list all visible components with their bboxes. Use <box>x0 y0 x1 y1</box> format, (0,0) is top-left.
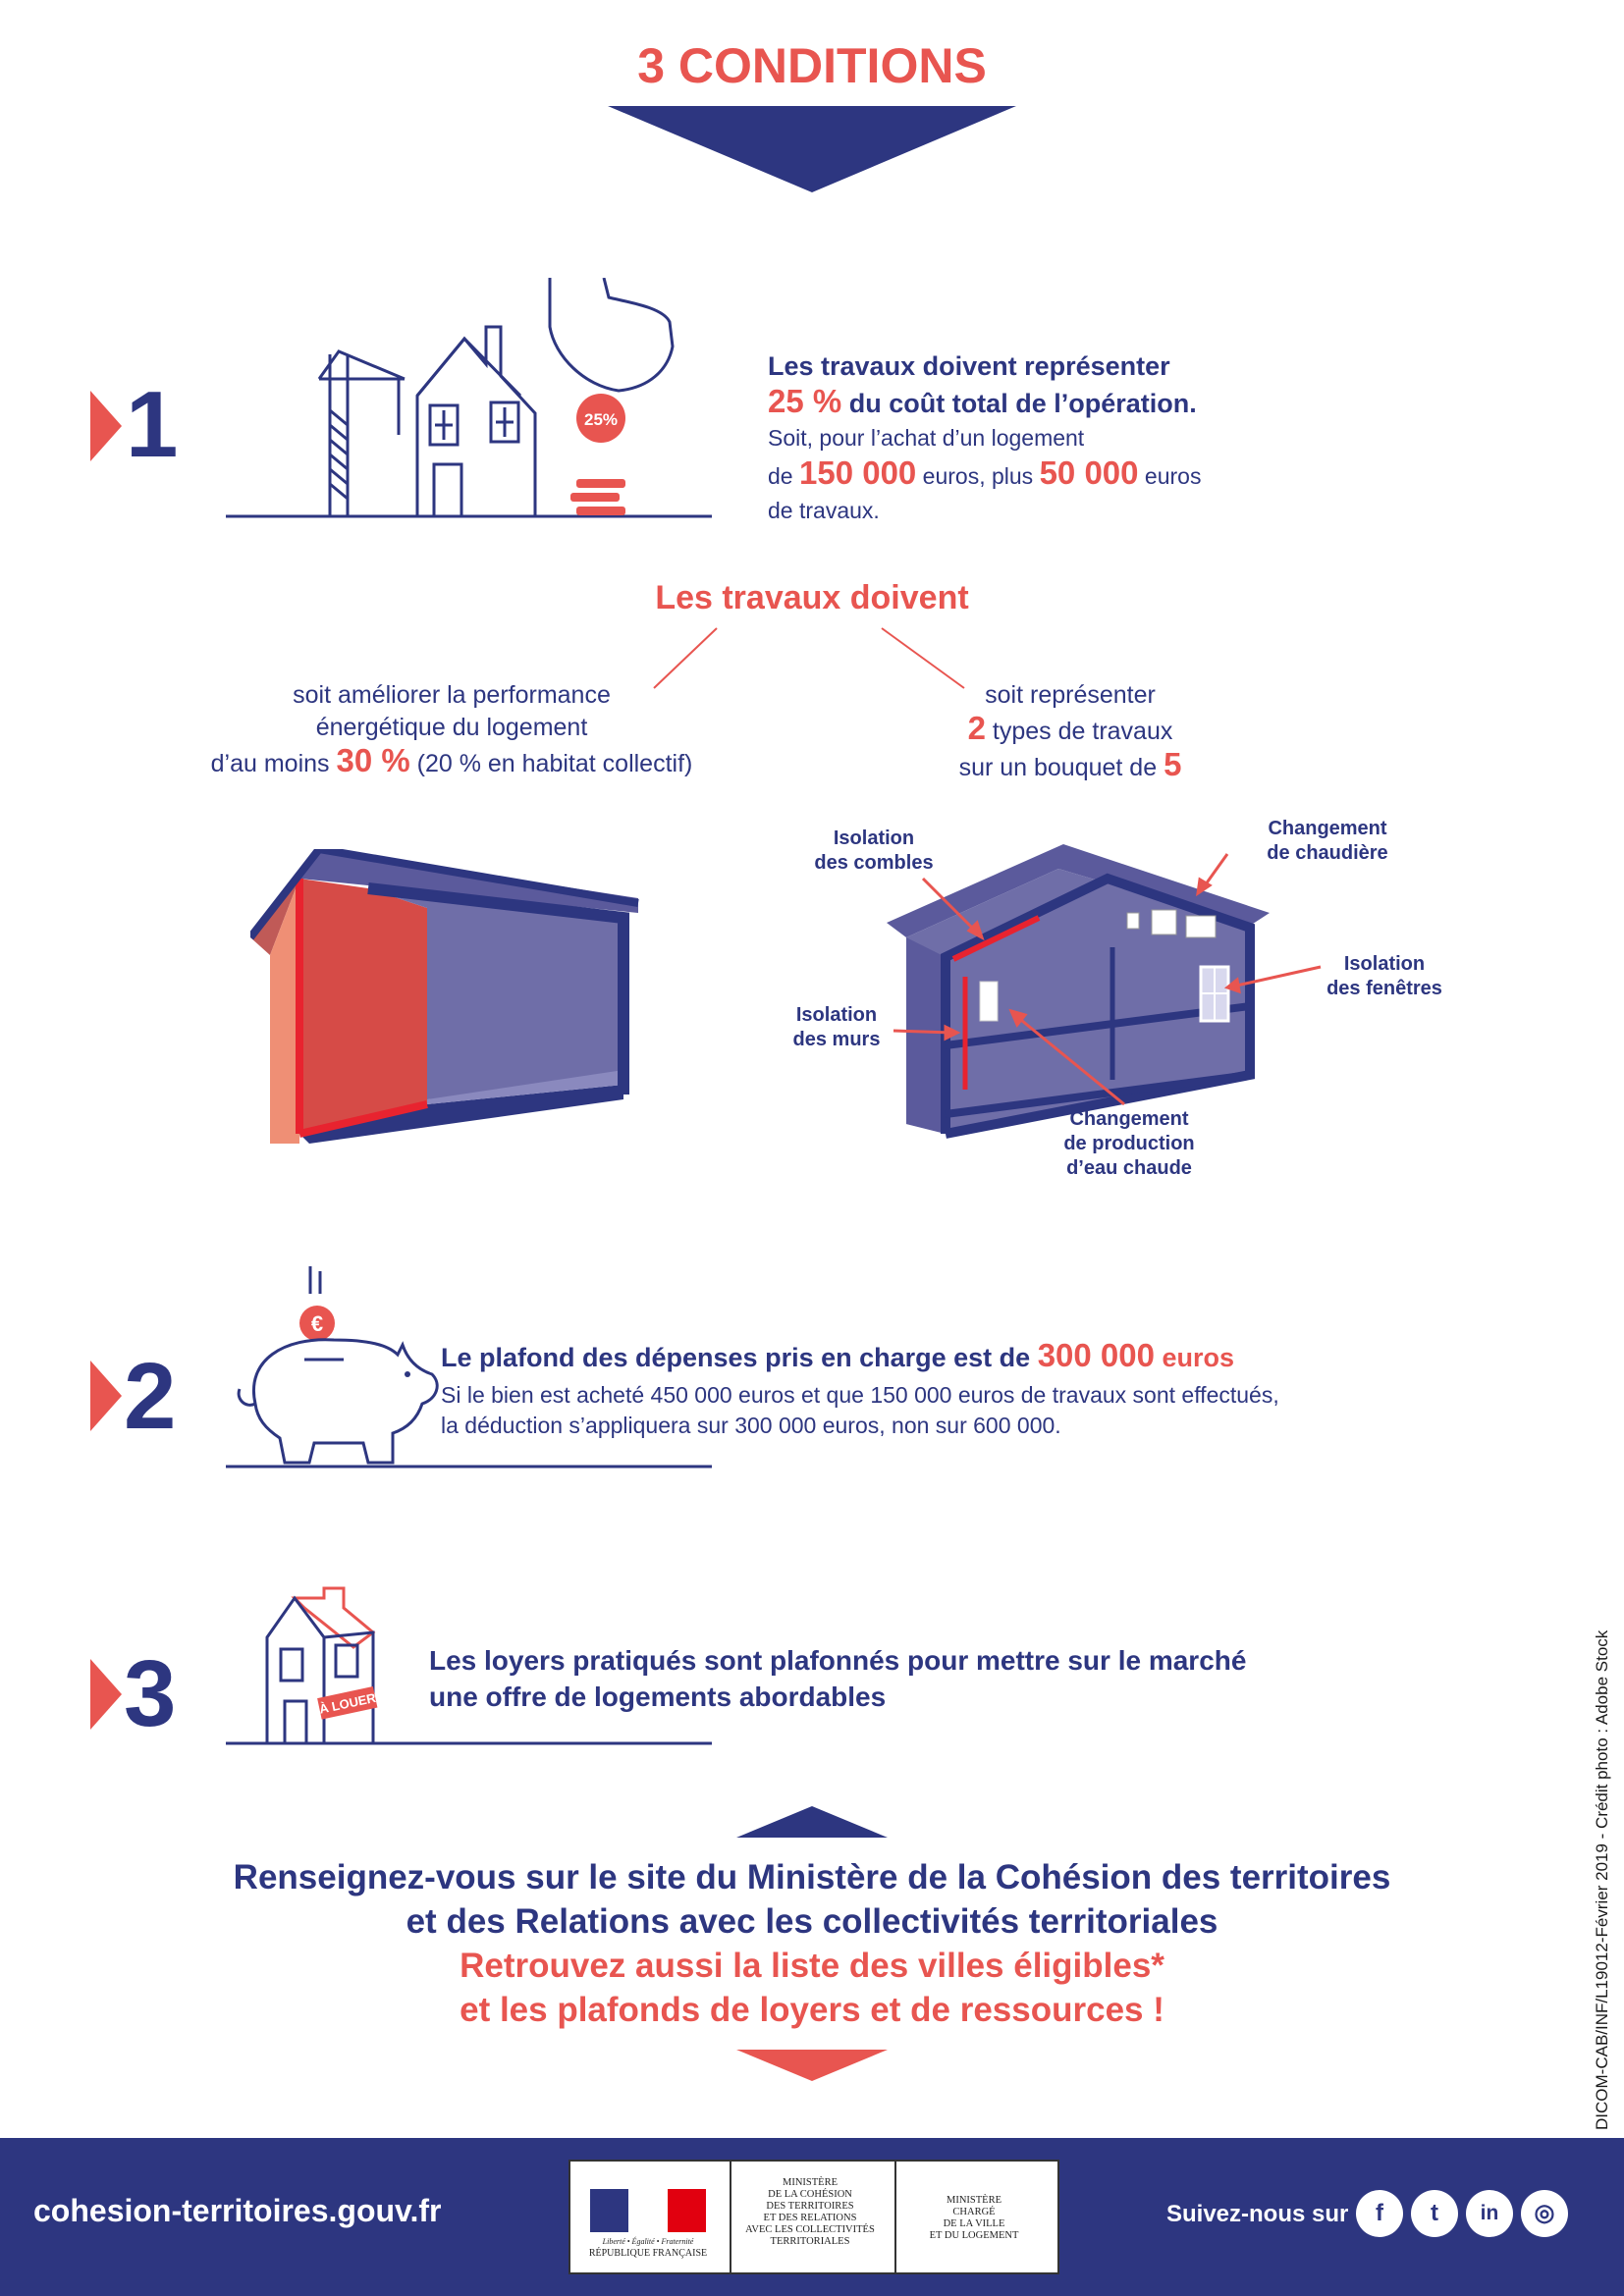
callout-attic-line2: des combles <box>814 852 934 874</box>
branch-left-line3-pre: d’au moins <box>210 750 337 777</box>
ministry1-line: ET DES RELATIONS <box>763 2213 857 2223</box>
ministry1-line: AVEC LES COLLECTIVITÉS <box>745 2224 875 2235</box>
condition2-amount: 300 000 <box>1037 1337 1155 1373</box>
ministry2-line: CHARGÉ <box>952 2207 996 2217</box>
rf-name: RÉPUBLIQUE FRANÇAISE <box>588 2248 708 2259</box>
cta-line1: Renseignez-vous sur le site du Ministère de la Cohésion des territoires <box>233 1858 1391 1896</box>
ministry1-line: TERRITORIALES <box>770 2236 850 2247</box>
ministry-name-1 <box>733 2177 887 2248</box>
condition2-head-pre: Le plafond des dépenses pris en charge est de <box>441 1343 1038 1372</box>
euro-coin-icon: € <box>310 1311 324 1336</box>
callout-boiler-line1: Changement <box>1268 818 1387 839</box>
marker-arrow-3 <box>90 1659 122 1730</box>
callout-wall-line1: Isolation <box>795 1004 878 1026</box>
branch-right-line2: types de travaux <box>985 718 1173 745</box>
condition2-sub1: Si le bien est acheté 450 000 euros et que 150 000 euros de travaux sont effectués, <box>441 1382 1279 1408</box>
callout-attic-line1: Isolation <box>833 828 915 849</box>
branch-right-line3-pre: sur un bouquet de <box>958 754 1164 781</box>
title-down-arrow <box>608 106 1016 192</box>
coin-label: 25% <box>583 410 619 429</box>
condition2-sub2: la déduction s’appliquera sur 300 000 euros, non sur 600 000. <box>441 1413 1061 1438</box>
branch-right-total: 5 <box>1164 746 1182 782</box>
for-rent-sign: À LOUER <box>317 1689 378 1717</box>
callout-attic-insulation <box>785 827 962 876</box>
condition3-text <box>429 1642 1246 1715</box>
callout-water-line2: de production <box>1063 1133 1195 1154</box>
callout-water-line3: d’eau chaude <box>1066 1157 1192 1179</box>
condition1-amount-works: 50 000 <box>1039 454 1139 491</box>
branch-right-text <box>903 679 1237 784</box>
photo-credit: DICOM-CAB/INF/L19012-Février 2019 - Crédit photo : Adobe Stock <box>1593 1629 1611 2130</box>
house-purchase-illustration <box>226 278 717 523</box>
page-title: 3 CONDITIONS <box>637 38 987 93</box>
ministry1-line: MINISTÈRE <box>783 2177 838 2188</box>
linkedin-icon[interactable]: in <box>1466 2190 1513 2237</box>
callout-window-insulation <box>1296 952 1473 1001</box>
condition1-sub1: Soit, pour l’achat d’un logement <box>768 425 1085 451</box>
condition1-line2: du coût total de l’opération. <box>841 389 1197 418</box>
condition1-sub2-post: euros <box>1138 463 1202 489</box>
callout-boiler-change <box>1239 817 1416 866</box>
ministry2-line: DE LA VILLE <box>943 2218 1005 2229</box>
condition1-line1: Les travaux doivent représenter <box>768 351 1170 381</box>
condition3-line1: Les loyers pratiqués sont plafonnés pour mettre sur le marché <box>429 1645 1247 1676</box>
marianne-logo <box>590 2189 706 2232</box>
condition3-line2: une offre de logements abordables <box>429 1682 887 1712</box>
condition-number-3: 3 <box>124 1641 177 1746</box>
branch-right-line1: soit représenter <box>985 681 1156 709</box>
marker-arrow-1 <box>90 391 122 461</box>
condition1-sub3: de travaux. <box>768 498 880 523</box>
cta-line3: Retrouvez aussi la liste des villes éligibles* <box>460 1947 1164 1985</box>
condition2-text <box>441 1337 1279 1441</box>
branch-left-pct: 30 % <box>336 742 410 778</box>
cta-down-arrow <box>736 2050 888 2081</box>
condition1-pct: 25 % <box>768 383 842 419</box>
ministry1-line: DE LA COHÉSION <box>768 2189 852 2200</box>
instagram-icon[interactable]: ◎ <box>1521 2190 1568 2237</box>
ministry1-line: DES TERRITOIRES <box>766 2201 854 2212</box>
cta-line2: et des Relations avec les collectivités territoriales <box>406 1902 1218 1941</box>
energy-performance-house-illustration <box>250 849 643 1153</box>
callout-boiler-line2: de chaudière <box>1267 842 1388 864</box>
condition-number-2: 2 <box>124 1344 177 1449</box>
condition-number-1: 1 <box>126 372 179 477</box>
works-heading: Les travaux doivent <box>655 579 969 616</box>
callout-window-line2: des fenêtres <box>1326 978 1442 999</box>
cta-line4: et les plafonds de loyers et de ressources ! <box>460 1991 1164 2029</box>
website-link[interactable]: cohesion-territoires.gouv.fr <box>33 2193 442 2228</box>
rf-motto: Liberté • Égalité • Fraternité <box>602 2237 694 2246</box>
branch-left-text <box>196 679 707 780</box>
follow-us-label: Suivez-nous sur <box>1166 2201 1349 2227</box>
facebook-icon[interactable]: f <box>1356 2190 1403 2237</box>
condition2-head-post: euros <box>1154 1343 1235 1372</box>
callout-wall-insulation <box>758 1003 915 1052</box>
callout-water-line1: Changement <box>1069 1108 1189 1130</box>
ministry-logo-block <box>568 2160 1059 2274</box>
twitter-icon[interactable]: t <box>1411 2190 1458 2237</box>
callout-hot-water <box>1041 1107 1218 1181</box>
branch-left-line2: énergétique du logement <box>315 714 588 741</box>
condition1-sub2-pre: de <box>768 463 799 489</box>
cta-up-arrow <box>736 1806 888 1838</box>
callout-window-line1: Isolation <box>1343 953 1426 975</box>
condition1-sub2-mid: euros, plus <box>916 463 1040 489</box>
marker-arrow-2 <box>90 1361 122 1431</box>
callout-wall-line2: des murs <box>792 1029 881 1050</box>
ministry2-line: ET DU LOGEMENT <box>929 2230 1019 2241</box>
ministry-name-2 <box>900 2195 1048 2242</box>
branch-left-line3-post: (20 % en habitat collectif) <box>409 750 693 777</box>
branch-right-count: 2 <box>967 710 986 746</box>
condition1-amount-purchase: 150 000 <box>798 454 917 491</box>
ministry2-line: MINISTÈRE <box>947 2195 1001 2206</box>
branch-left-line1: soit améliorer la performance <box>293 681 611 709</box>
condition1-text <box>768 349 1201 528</box>
